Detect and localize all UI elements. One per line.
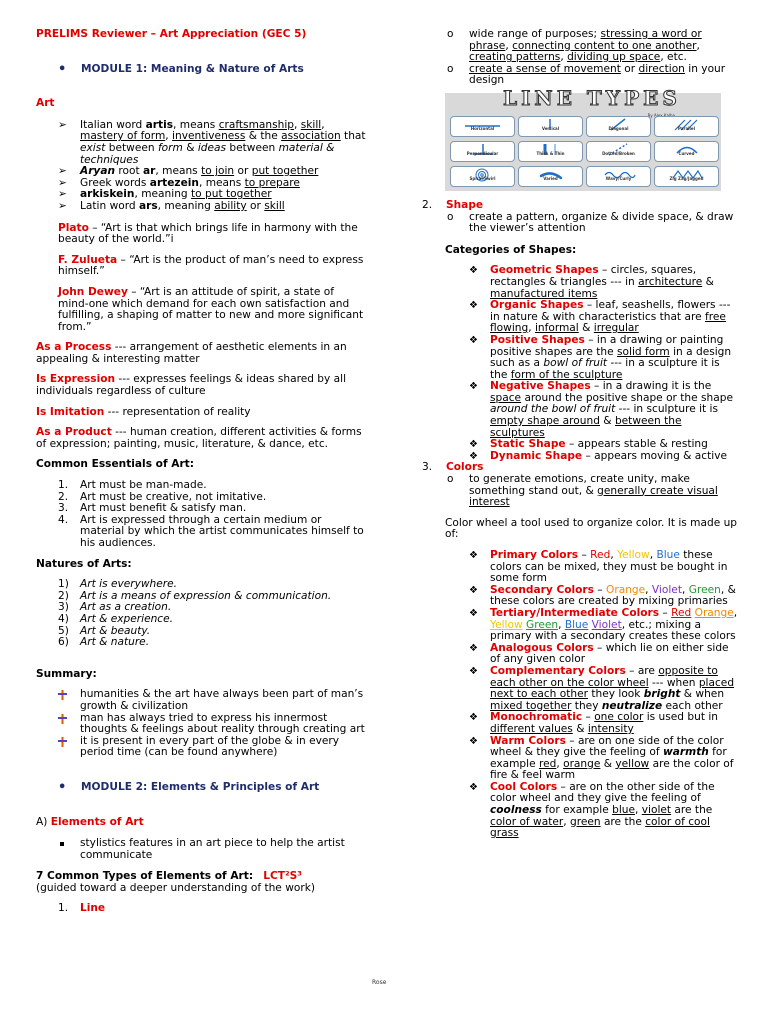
list-item: 1. Art must be man-made. bbox=[58, 479, 207, 492]
list-item: 2) Art is a means of expression & communication. bbox=[58, 589, 332, 602]
line-tile-curved: Curved bbox=[654, 141, 719, 162]
diamond-bullet-icon: ❖ bbox=[469, 381, 478, 393]
list-item: man has always tried to express his innermost thoughts & feelings about reality through creating art bbox=[36, 713, 366, 736]
line-tile-varied: Varied bbox=[518, 166, 583, 187]
line-tile-horizontal: Horizontal bbox=[450, 116, 515, 137]
line-types-author: By bbox=[647, 112, 653, 118]
colors-purpose-list bbox=[420, 474, 738, 509]
arrow-bullet-icon: ➢ bbox=[58, 176, 67, 189]
square-bullet-icon bbox=[60, 842, 64, 846]
list-item: ➢ arkiskein, meaning to put together bbox=[58, 188, 272, 201]
colors-heading: 3. Colors bbox=[422, 461, 484, 474]
diamond-bullet-icon: ❖ bbox=[469, 781, 478, 793]
diamond-bullet-icon: ❖ bbox=[469, 300, 478, 312]
list-item: 1. Line bbox=[58, 902, 106, 915]
list-item: 5) Art & beauty. bbox=[58, 624, 151, 637]
cross-bullet-icon bbox=[58, 714, 67, 724]
list-item: 1) Art is everywhere. bbox=[58, 578, 178, 591]
list-item: ❖ Secondary Colors – Orange, Violet, Green, & these colors are created by mixing primaries bbox=[469, 583, 736, 608]
line-tile-zigzag: Zig Zag/Jagged bbox=[654, 166, 719, 187]
list-item: 2. Art must be creative, not imitative. bbox=[58, 490, 267, 503]
art-heading: Art bbox=[36, 97, 55, 110]
list-item: ❖ Static Shape – appears stable & resting bbox=[469, 438, 708, 451]
arrow-bullet-icon: ➢ bbox=[58, 165, 67, 178]
module-1-heading: • MODULE 1: Meaning & Nature of Arts bbox=[36, 64, 366, 76]
list-item: o wide range of purposes; stressing a word or phrase, connecting content to one another, creating patterns, dividing up space, etc. bbox=[447, 28, 702, 64]
left-column bbox=[36, 29, 366, 915]
shape-purpose-list bbox=[420, 212, 738, 235]
list-item: ❖ Negative Shapes – in a drawing it is the space around the positive shape or the shape around the bowl of fruit --- in sculpture it is empty shape around & between the sculptures bbox=[469, 380, 733, 439]
art-as-product: As a Product --- human creation, different activities & forms of expression; painting, music, literature, & dance, etc. bbox=[36, 426, 362, 450]
list-item: 4. Art is expressed through a certain medium or material by which the artist communicates himself to his audiences. bbox=[58, 513, 364, 549]
list-item: 4) Art & experience. bbox=[58, 612, 174, 625]
list-item: ❖ Complementary Colors – are opposite to each other on the color wheel --- when placed next to each other they look bright & when mixed together they neutralize each other bbox=[469, 664, 735, 712]
list-item: ➢ Italian word artis, means craftsmanship, skill, mastery of form, inventiveness & the association that exist between form & ideas between material & techniques bbox=[58, 118, 366, 166]
plato-quote: Plato – “Art is that which brings life in harmony with the beauty of the world.”i bbox=[58, 221, 358, 246]
line-item-list bbox=[36, 903, 366, 915]
diamond-bullet-icon: ❖ bbox=[469, 642, 478, 654]
art-is-expression: Is Expression --- expresses feelings & ideas shared by all individuals regardless of culture bbox=[36, 373, 347, 398]
diamond-bullet-icon: ❖ bbox=[469, 450, 478, 462]
list-item: o create a sense of movement or direction in your design bbox=[447, 62, 726, 87]
list-item: 3. Art must benefit & satisfy man. bbox=[58, 502, 247, 515]
line-types-image bbox=[445, 85, 721, 191]
diamond-bullet-icon: ❖ bbox=[469, 584, 478, 596]
list-item: 3) Art as a creation. bbox=[58, 601, 172, 614]
diamond-bullet-icon: ❖ bbox=[469, 735, 478, 747]
list-item: ❖ Dynamic Shape – appears moving & active bbox=[469, 449, 727, 462]
list-item: ❖ Positive Shapes – in a drawing or painting positive shapes are the solid form in a design such as a bowl of fruit --- in a sculpture it is the form of the sculpture bbox=[469, 333, 732, 381]
diamond-bullet-icon: ❖ bbox=[469, 550, 478, 561]
list-item: ❖ Primary Colors – Red, Yellow, Blue these colors can be mixed, they must be bought in some form bbox=[469, 549, 728, 585]
line-tile-diagonal: Diagonal bbox=[586, 116, 651, 137]
list-item: 6) Art & nature. bbox=[58, 636, 150, 649]
etymology-list bbox=[36, 120, 366, 213]
list-item: o to generate emotions, create unity, make something stand out, & generally create visual interest bbox=[447, 473, 718, 509]
natures-heading: Natures of Arts: bbox=[36, 557, 132, 570]
line-tile-thick-thin: Thick & Thin bbox=[518, 141, 583, 162]
diamond-bullet-icon: ❖ bbox=[469, 265, 478, 277]
shape-categories-heading: Categories of Shapes: bbox=[445, 243, 577, 256]
list-item: ❖ Cool Colors – are on the other side of the color wheel and they give the feeling of coolness for example blue, violet are the color of water, green are the color of cool grass bbox=[469, 780, 715, 840]
page-footer: Rose bbox=[372, 979, 387, 986]
color-wheel-intro: Color wheel a tool used to organize color. It is made up of: bbox=[445, 516, 738, 541]
arrow-bullet-icon: ➢ bbox=[58, 118, 67, 131]
list-item: ❖ Warm Colors – are on one side of the color wheel & they give the feeling of warmth for example red, orange & yellow are the color of fire & feel warm bbox=[469, 734, 734, 782]
elements-bullets bbox=[36, 838, 366, 861]
dewey-quote: John Dewey – “Art is an attitude of spirit, a state of mind-one which demand for each own satisfaction and fulfilling, a shaping of matter to new and more significant from.” bbox=[58, 285, 364, 333]
list-item: ❖ Organic Shapes – leaf, seashells, flowers --- in nature & with characteristics that are free flowing, informal & irregular bbox=[469, 299, 731, 335]
line-tile-spiral: Spiral/Swirl bbox=[450, 166, 515, 187]
summary-list bbox=[36, 689, 366, 759]
diamond-bullet-icon: ❖ bbox=[469, 439, 478, 451]
list-item: ➢ Greek words artezein, means to prepare bbox=[58, 176, 300, 189]
line-tile-perpendicular: Perpendicular bbox=[450, 141, 515, 162]
art-as-process: As a Process --- arrangement of aesthetic elements in an appealing & interesting matter bbox=[36, 341, 347, 365]
natures-list bbox=[36, 579, 366, 649]
list-item: o create a pattern, organize & divide space, & draw the viewer’s attention bbox=[447, 210, 734, 235]
arrow-bullet-icon: ➢ bbox=[58, 199, 67, 212]
module-2-heading: • MODULE 2: Elements & Principles of Art bbox=[36, 782, 366, 794]
essentials-heading: Common Essentials of Art: bbox=[36, 458, 194, 471]
list-item: ❖ Monochromatic – one color is used but in different values & intensity bbox=[469, 711, 719, 735]
shape-categories-list bbox=[420, 265, 738, 462]
list-item: it is present in every part of the globe & in every period time (can be found anywhere) bbox=[36, 736, 366, 759]
diamond-bullet-icon: ❖ bbox=[469, 665, 478, 677]
diamond-bullet-icon: ❖ bbox=[469, 607, 478, 619]
list-item: humanities & the art have always been part of man’s growth & civilization bbox=[36, 689, 366, 712]
list-item: ➢ Aryan root ar, means to join or put together bbox=[58, 165, 319, 178]
elements-types-line: 7 Common Types of Elements of Art: LCT²S³ bbox=[36, 870, 302, 883]
arrow-bullet-icon: ➢ bbox=[58, 188, 67, 201]
list-item: ❖ Analogous Colors – which lie on either side of any given color bbox=[469, 641, 729, 666]
line-tile-parallel: Parallel bbox=[654, 116, 719, 137]
color-types-list bbox=[420, 550, 738, 840]
elements-types-note: (guided toward a deeper understanding of the work) bbox=[36, 881, 315, 894]
elements-heading: A) Elements of Art bbox=[36, 815, 144, 828]
right-column bbox=[420, 29, 738, 840]
line-tile-dotted: Dotted/Broken bbox=[586, 141, 651, 162]
summary-heading: Summary: bbox=[36, 667, 97, 680]
list-item: ❖ Tertiary/Intermediate Colors – Red Orange, Yellow Green, Blue Violet, etc.; mixing a primary with a secondary creates these colors bbox=[469, 606, 738, 643]
list-item: ➢ Latin word ars, meaning ability or skill bbox=[58, 199, 285, 212]
document-title: PRELIMS Reviewer – Art Appreciation (GEC 5) bbox=[36, 28, 307, 40]
diamond-bullet-icon: ❖ bbox=[469, 334, 478, 346]
line-purposes-list bbox=[420, 29, 738, 87]
diamond-bullet-icon: ❖ bbox=[469, 712, 478, 724]
list-item: ❖ Geometric Shapes – circles, squares, rectangles & triangles --- in architecture & manufactured items bbox=[469, 264, 714, 300]
list-item: stylistics features in an art piece to help the artist communicate bbox=[36, 838, 366, 861]
line-tile-vertical: Vertical bbox=[518, 116, 583, 137]
line-types-title: LINE TYPES bbox=[503, 85, 681, 110]
cross-bullet-icon bbox=[58, 737, 67, 747]
zulueta-quote: F. Zulueta – “Art is the product of man’s need to express himself.” bbox=[58, 253, 364, 278]
art-is-imitation: Is Imitation --- representation of reality bbox=[36, 405, 251, 418]
cross-bullet-icon bbox=[58, 690, 67, 700]
line-tile-wavy: Wavy/Curly bbox=[586, 166, 651, 187]
shape-heading: 2. Shape bbox=[422, 198, 484, 211]
essentials-list bbox=[36, 480, 366, 550]
